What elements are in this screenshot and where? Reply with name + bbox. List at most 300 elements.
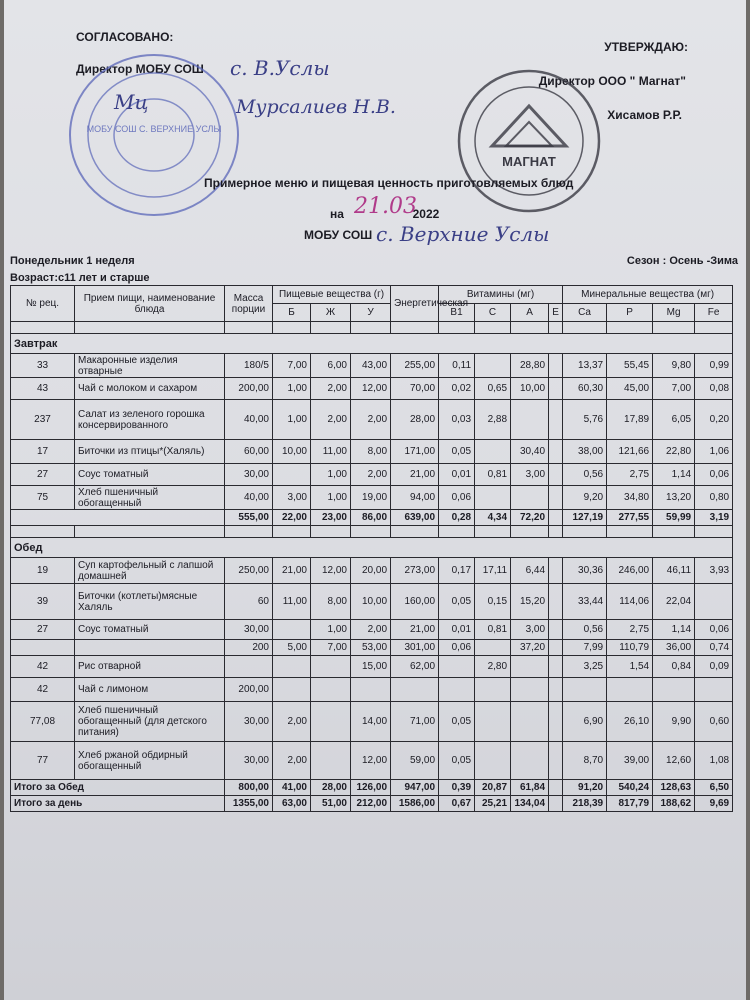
value-a bbox=[511, 400, 549, 440]
dish-name: Хлеб ржаной обдирный обогащенный bbox=[75, 742, 225, 780]
col-fe: Fe bbox=[695, 304, 733, 322]
value-u: 10,00 bbox=[351, 584, 391, 620]
dish-name: Макаронные изделия отварные bbox=[75, 354, 225, 378]
recipe-number: 27 bbox=[11, 464, 75, 486]
value-b: 3,00 bbox=[273, 486, 311, 510]
recipe-number: 43 bbox=[11, 378, 75, 400]
dish-name: Хлеб пшеничный обогащенный (для детского питания) bbox=[75, 702, 225, 742]
value-b1: 0,01 bbox=[439, 620, 475, 640]
value-b bbox=[273, 620, 311, 640]
value-a: 10,00 bbox=[511, 378, 549, 400]
value-energy: 62,00 bbox=[391, 656, 439, 678]
total-mg: 188,62 bbox=[653, 796, 695, 812]
value-zh: 12,00 bbox=[311, 558, 351, 584]
recipe-number bbox=[11, 640, 75, 656]
value-u bbox=[351, 678, 391, 702]
value-p: 39,00 bbox=[607, 742, 653, 780]
value-b1: 0,01 bbox=[439, 464, 475, 486]
value-p: 26,10 bbox=[607, 702, 653, 742]
value-mass: 30,00 bbox=[225, 620, 273, 640]
col-dish: Прием пищи, наименование блюда bbox=[75, 286, 225, 322]
value-mass: 60,00 bbox=[225, 440, 273, 464]
value-p: 110,79 bbox=[607, 640, 653, 656]
value-e bbox=[549, 440, 563, 464]
value-c bbox=[475, 440, 511, 464]
value-c: 0,81 bbox=[475, 464, 511, 486]
total-p: 817,79 bbox=[607, 796, 653, 812]
value-p: 2,75 bbox=[607, 620, 653, 640]
value-ca: 0,56 bbox=[563, 464, 607, 486]
school-prefix: МОБУ СОШ bbox=[304, 228, 373, 242]
value-zh: 11,00 bbox=[311, 440, 351, 464]
agreed-label: СОГЛАСОВАНО: bbox=[76, 30, 174, 44]
value-fe: 1,06 bbox=[695, 440, 733, 464]
value-b1 bbox=[439, 656, 475, 678]
value-mg: 7,00 bbox=[653, 378, 695, 400]
value-b: 11,00 bbox=[273, 584, 311, 620]
approved-label: УТВЕРЖДАЮ: bbox=[604, 40, 688, 54]
value-zh: 8,00 bbox=[311, 584, 351, 620]
total-mass: 800,00 bbox=[225, 780, 273, 796]
total-energy: 1586,00 bbox=[391, 796, 439, 812]
dish-name: Биточки (котлеты)мясные Халяль bbox=[75, 584, 225, 620]
value-c: 0,65 bbox=[475, 378, 511, 400]
value-a: 3,00 bbox=[511, 464, 549, 486]
col-energy: Энергетическая bbox=[391, 286, 439, 322]
value-u: 2,00 bbox=[351, 464, 391, 486]
approved-position: Директор ООО " Магнат" bbox=[538, 74, 686, 88]
total-ca: 127,19 bbox=[563, 510, 607, 526]
value-p: 2,75 bbox=[607, 464, 653, 486]
total-a: 61,84 bbox=[511, 780, 549, 796]
value-b: 21,00 bbox=[273, 558, 311, 584]
value-ca: 9,20 bbox=[563, 486, 607, 510]
value-b: 1,00 bbox=[273, 378, 311, 400]
value-fe: 1,08 bbox=[695, 742, 733, 780]
col-mass: Масса порции bbox=[225, 286, 273, 322]
value-ca: 38,00 bbox=[563, 440, 607, 464]
total-label: Итого за Обед bbox=[11, 780, 225, 796]
value-fe: 0,60 bbox=[695, 702, 733, 742]
total-row bbox=[11, 510, 733, 526]
col-vitamins: Витамины (мг) bbox=[439, 286, 563, 304]
value-fe: 3,93 bbox=[695, 558, 733, 584]
table-row bbox=[11, 464, 733, 486]
value-p: 45,00 bbox=[607, 378, 653, 400]
table-row bbox=[11, 656, 733, 678]
value-energy: 255,00 bbox=[391, 354, 439, 378]
value-a bbox=[511, 742, 549, 780]
total-fe: 9,69 bbox=[695, 796, 733, 812]
age-label: Возраст:с11 лет и старше bbox=[10, 272, 150, 284]
value-u: 12,00 bbox=[351, 742, 391, 780]
value-zh: 6,00 bbox=[311, 354, 351, 378]
value-mg: 12,60 bbox=[653, 742, 695, 780]
col-a: А bbox=[511, 304, 549, 322]
table-row bbox=[11, 354, 733, 378]
value-b: 2,00 bbox=[273, 742, 311, 780]
value-a: 30,40 bbox=[511, 440, 549, 464]
col-b: Б bbox=[273, 304, 311, 322]
table-row bbox=[11, 558, 733, 584]
value-b1: 0,06 bbox=[439, 640, 475, 656]
value-u: 14,00 bbox=[351, 702, 391, 742]
value-energy: 171,00 bbox=[391, 440, 439, 464]
table-row bbox=[11, 440, 733, 464]
value-ca: 3,25 bbox=[563, 656, 607, 678]
value-b1: 0,02 bbox=[439, 378, 475, 400]
total-ca: 218,39 bbox=[563, 796, 607, 812]
value-a bbox=[511, 486, 549, 510]
value-c bbox=[475, 742, 511, 780]
value-c: 17,11 bbox=[475, 558, 511, 584]
value-b1: 0,11 bbox=[439, 354, 475, 378]
dish-name: Хлеб пшеничный обогащенный bbox=[75, 486, 225, 510]
total-zh: 23,00 bbox=[311, 510, 351, 526]
value-fe: 0,99 bbox=[695, 354, 733, 378]
total-u: 212,00 bbox=[351, 796, 391, 812]
value-mg: 6,05 bbox=[653, 400, 695, 440]
value-ca: 5,76 bbox=[563, 400, 607, 440]
page-title: Примерное меню и пищевая ценность приготовляемых блюд bbox=[204, 176, 574, 190]
total-e bbox=[549, 796, 563, 812]
value-ca: 33,44 bbox=[563, 584, 607, 620]
document-page bbox=[4, 0, 746, 1000]
value-u: 15,00 bbox=[351, 656, 391, 678]
total-p: 540,24 bbox=[607, 780, 653, 796]
total-zh: 28,00 bbox=[311, 780, 351, 796]
value-mass: 200,00 bbox=[225, 678, 273, 702]
value-p: 121,66 bbox=[607, 440, 653, 464]
col-minerals: Минеральные вещества (мг) bbox=[563, 286, 733, 304]
value-fe: 0,09 bbox=[695, 656, 733, 678]
value-b: 10,00 bbox=[273, 440, 311, 464]
recipe-number: 42 bbox=[11, 678, 75, 702]
table-row bbox=[11, 584, 733, 620]
value-mg: 13,20 bbox=[653, 486, 695, 510]
value-energy: 59,00 bbox=[391, 742, 439, 780]
total-b1: 0,67 bbox=[439, 796, 475, 812]
value-mass: 250,00 bbox=[225, 558, 273, 584]
value-zh: 2,00 bbox=[311, 400, 351, 440]
value-mg bbox=[653, 678, 695, 702]
value-zh: 1,00 bbox=[311, 620, 351, 640]
approved-name: Хисамов Р.Р. bbox=[607, 108, 682, 122]
recipe-number: 42 bbox=[11, 656, 75, 678]
total-b: 22,00 bbox=[273, 510, 311, 526]
value-zh bbox=[311, 656, 351, 678]
total-label: Итого за день bbox=[11, 796, 225, 812]
total-mass: 555,00 bbox=[225, 510, 273, 526]
col-ca: Ca bbox=[563, 304, 607, 322]
value-a bbox=[511, 702, 549, 742]
value-ca: 8,70 bbox=[563, 742, 607, 780]
handwritten-school: с. Верхние Услы bbox=[376, 222, 550, 246]
value-mass bbox=[225, 656, 273, 678]
total-fe: 3,19 bbox=[695, 510, 733, 526]
value-energy: 21,00 bbox=[391, 464, 439, 486]
value-p bbox=[607, 678, 653, 702]
col-zh: Ж bbox=[311, 304, 351, 322]
round-stamp-company bbox=[454, 66, 604, 216]
value-e bbox=[549, 378, 563, 400]
recipe-number: 237 bbox=[11, 400, 75, 440]
value-u: 53,00 bbox=[351, 640, 391, 656]
value-mass: 30,00 bbox=[225, 464, 273, 486]
col-recipe: № рец. bbox=[11, 286, 75, 322]
date-prefix: на bbox=[330, 207, 344, 221]
value-mass: 40,00 bbox=[225, 486, 273, 510]
recipe-number: 77 bbox=[11, 742, 75, 780]
value-mg: 9,80 bbox=[653, 354, 695, 378]
value-zh bbox=[311, 742, 351, 780]
total-e bbox=[549, 780, 563, 796]
value-zh: 2,00 bbox=[311, 378, 351, 400]
value-fe: 0,20 bbox=[695, 400, 733, 440]
total-energy: 947,00 bbox=[391, 780, 439, 796]
value-mg: 22,80 bbox=[653, 440, 695, 464]
agreed-position: Директор МОБУ СОШ bbox=[76, 62, 204, 76]
table-row bbox=[11, 702, 733, 742]
value-fe bbox=[695, 678, 733, 702]
value-e bbox=[549, 640, 563, 656]
dish-name: Суп картофельный с лапшой домашней bbox=[75, 558, 225, 584]
total-b1: 0,28 bbox=[439, 510, 475, 526]
col-p: P bbox=[607, 304, 653, 322]
table-row bbox=[11, 400, 733, 440]
value-fe: 0,06 bbox=[695, 464, 733, 486]
value-p: 55,45 bbox=[607, 354, 653, 378]
value-ca: 0,56 bbox=[563, 620, 607, 640]
stamp-left-text: МОБУ СОШ С. ВЕРХНИЕ УСЛЫ bbox=[86, 124, 222, 134]
value-a bbox=[511, 678, 549, 702]
col-e: Е bbox=[549, 304, 563, 322]
total-ca: 91,20 bbox=[563, 780, 607, 796]
value-mass: 200,00 bbox=[225, 378, 273, 400]
total-u: 86,00 bbox=[351, 510, 391, 526]
value-c: 2,80 bbox=[475, 656, 511, 678]
value-b: 1,00 bbox=[273, 400, 311, 440]
table-row bbox=[11, 620, 733, 640]
value-b1: 0,06 bbox=[439, 486, 475, 510]
recipe-number: 75 bbox=[11, 486, 75, 510]
dish-name: Соус томатный bbox=[75, 620, 225, 640]
dish-name: Рис отварной bbox=[75, 656, 225, 678]
value-p: 34,80 bbox=[607, 486, 653, 510]
value-fe bbox=[695, 584, 733, 620]
table-row bbox=[11, 640, 733, 656]
stamp-right-text: МАГНАТ bbox=[502, 154, 556, 169]
value-b bbox=[273, 678, 311, 702]
value-energy: 301,00 bbox=[391, 640, 439, 656]
value-b1 bbox=[439, 678, 475, 702]
menu-table bbox=[10, 285, 733, 812]
recipe-number: 17 bbox=[11, 440, 75, 464]
value-e bbox=[549, 678, 563, 702]
value-a: 15,20 bbox=[511, 584, 549, 620]
recipe-number: 33 bbox=[11, 354, 75, 378]
value-mg: 22,04 bbox=[653, 584, 695, 620]
table-row bbox=[11, 742, 733, 780]
table-row bbox=[11, 378, 733, 400]
section-label: Завтрак bbox=[11, 334, 733, 354]
value-energy: 28,00 bbox=[391, 400, 439, 440]
value-zh: 1,00 bbox=[311, 486, 351, 510]
total-c: 4,34 bbox=[475, 510, 511, 526]
value-energy: 94,00 bbox=[391, 486, 439, 510]
value-b1: 0,05 bbox=[439, 742, 475, 780]
year: 2022 bbox=[412, 207, 440, 221]
value-mg: 1,14 bbox=[653, 464, 695, 486]
dish-name: Салат из зеленого горошка консервированного bbox=[75, 400, 225, 440]
value-e bbox=[549, 742, 563, 780]
total-b: 63,00 bbox=[273, 796, 311, 812]
total-mg: 128,63 bbox=[653, 780, 695, 796]
value-u: 8,00 bbox=[351, 440, 391, 464]
value-a: 3,00 bbox=[511, 620, 549, 640]
total-e bbox=[549, 510, 563, 526]
value-energy bbox=[391, 678, 439, 702]
value-c: 2,88 bbox=[475, 400, 511, 440]
value-ca: 7,99 bbox=[563, 640, 607, 656]
col-mg: Mg bbox=[653, 304, 695, 322]
season-label: Сезон : Осень -Зима bbox=[626, 255, 738, 267]
total-zh: 51,00 bbox=[311, 796, 351, 812]
value-mg: 0,84 bbox=[653, 656, 695, 678]
col-b1: В1 bbox=[439, 304, 475, 322]
value-a: 37,20 bbox=[511, 640, 549, 656]
value-b1: 0,03 bbox=[439, 400, 475, 440]
value-p: 17,89 bbox=[607, 400, 653, 440]
value-p: 246,00 bbox=[607, 558, 653, 584]
value-mg: 1,14 bbox=[653, 620, 695, 640]
value-e bbox=[549, 464, 563, 486]
value-ca: 13,37 bbox=[563, 354, 607, 378]
value-energy: 70,00 bbox=[391, 378, 439, 400]
value-zh: 7,00 bbox=[311, 640, 351, 656]
total-c: 25,21 bbox=[475, 796, 511, 812]
section-row bbox=[11, 538, 733, 558]
value-mg: 36,00 bbox=[653, 640, 695, 656]
total-c: 20,87 bbox=[475, 780, 511, 796]
handwritten-name: Мурсалиев Н.В. bbox=[236, 96, 396, 118]
total-b: 41,00 bbox=[273, 780, 311, 796]
value-a: 28,80 bbox=[511, 354, 549, 378]
value-u: 2,00 bbox=[351, 400, 391, 440]
value-mass: 60 bbox=[225, 584, 273, 620]
section-label: Обед bbox=[11, 538, 733, 558]
round-stamp-school bbox=[64, 50, 244, 220]
value-u: 43,00 bbox=[351, 354, 391, 378]
value-p: 114,06 bbox=[607, 584, 653, 620]
value-b bbox=[273, 656, 311, 678]
dish-name: Соус томатный bbox=[75, 464, 225, 486]
value-e bbox=[549, 656, 563, 678]
value-b1: 0,05 bbox=[439, 440, 475, 464]
value-p: 1,54 bbox=[607, 656, 653, 678]
value-b: 5,00 bbox=[273, 640, 311, 656]
value-mass: 40,00 bbox=[225, 400, 273, 440]
value-mass: 180/5 bbox=[225, 354, 273, 378]
value-e bbox=[549, 558, 563, 584]
total-row bbox=[11, 780, 733, 796]
week-label: Понедельник 1 неделя bbox=[10, 255, 135, 267]
value-e bbox=[549, 584, 563, 620]
value-fe: 0,80 bbox=[695, 486, 733, 510]
total-mg: 59,99 bbox=[653, 510, 695, 526]
value-mg: 9,90 bbox=[653, 702, 695, 742]
dish-name bbox=[75, 640, 225, 656]
value-e bbox=[549, 486, 563, 510]
value-e bbox=[549, 620, 563, 640]
dish-name: Чай с молоком и сахаром bbox=[75, 378, 225, 400]
col-nutrients: Пищевые вещества (г) bbox=[273, 286, 391, 304]
value-c: 0,15 bbox=[475, 584, 511, 620]
value-c bbox=[475, 354, 511, 378]
value-c bbox=[475, 702, 511, 742]
value-fe: 0,06 bbox=[695, 620, 733, 640]
value-u: 2,00 bbox=[351, 620, 391, 640]
table-row bbox=[11, 486, 733, 510]
value-ca: 60,30 bbox=[563, 378, 607, 400]
value-energy: 71,00 bbox=[391, 702, 439, 742]
value-c: 0,81 bbox=[475, 620, 511, 640]
recipe-number: 39 bbox=[11, 584, 75, 620]
recipe-number: 77,08 bbox=[11, 702, 75, 742]
value-e bbox=[549, 400, 563, 440]
value-c bbox=[475, 640, 511, 656]
col-u: У bbox=[351, 304, 391, 322]
value-fe: 0,08 bbox=[695, 378, 733, 400]
value-energy: 160,00 bbox=[391, 584, 439, 620]
signature-left: Мц bbox=[114, 90, 149, 114]
value-ca: 6,90 bbox=[563, 702, 607, 742]
value-e bbox=[549, 702, 563, 742]
value-zh bbox=[311, 678, 351, 702]
value-b bbox=[273, 464, 311, 486]
total-mass: 1355,00 bbox=[225, 796, 273, 812]
total-a: 134,04 bbox=[511, 796, 549, 812]
dish-name: Биточки из птицы*(Халяль) bbox=[75, 440, 225, 464]
total-p: 277,55 bbox=[607, 510, 653, 526]
total-label bbox=[11, 510, 225, 526]
value-energy: 273,00 bbox=[391, 558, 439, 584]
value-ca: 30,36 bbox=[563, 558, 607, 584]
value-c bbox=[475, 678, 511, 702]
total-fe: 6,50 bbox=[695, 780, 733, 796]
col-c: С bbox=[475, 304, 511, 322]
value-a: 6,44 bbox=[511, 558, 549, 584]
handwritten-date: 21.03 bbox=[354, 194, 417, 219]
value-u: 19,00 bbox=[351, 486, 391, 510]
total-a: 72,20 bbox=[511, 510, 549, 526]
value-u: 20,00 bbox=[351, 558, 391, 584]
table-row bbox=[11, 678, 733, 702]
value-b1: 0,05 bbox=[439, 702, 475, 742]
total-b1: 0,39 bbox=[439, 780, 475, 796]
value-c bbox=[475, 486, 511, 510]
value-mg: 46,11 bbox=[653, 558, 695, 584]
section-row bbox=[11, 334, 733, 354]
value-energy: 21,00 bbox=[391, 620, 439, 640]
dish-name: Чай с лимоном bbox=[75, 678, 225, 702]
value-mass: 30,00 bbox=[225, 702, 273, 742]
value-b: 2,00 bbox=[273, 702, 311, 742]
value-mass: 30,00 bbox=[225, 742, 273, 780]
value-b1: 0,17 bbox=[439, 558, 475, 584]
value-zh bbox=[311, 702, 351, 742]
value-ca bbox=[563, 678, 607, 702]
